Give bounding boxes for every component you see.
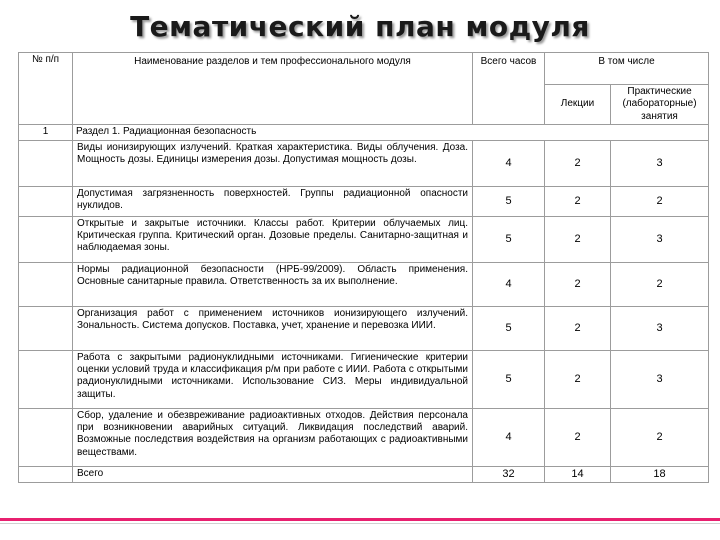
- table-row: [19, 216, 709, 262]
- lectures-value: 2: [545, 306, 611, 350]
- lectures-value: 2: [545, 216, 611, 262]
- table-row: [19, 350, 709, 408]
- topic-text: Сбор, удаление и обезвреживание радиоактивных отходов. Действия персонала при возникновении аварийных ситуаций. Ликвидация последствий аварий. Возможные последствия воздействия на организм работающих с радиоактивными веществами.: [73, 408, 473, 466]
- practical-value: 3: [611, 350, 709, 408]
- total-hours-value: 4: [473, 408, 545, 466]
- lectures-sum: 14: [545, 466, 611, 482]
- lectures-value: 2: [545, 350, 611, 408]
- table-row: [19, 306, 709, 350]
- topic-text: Нормы радиационной безопасности (НРБ-99/2009). Область применения. Основные санитарные правила. Ответственность за их выполнение.: [73, 262, 473, 306]
- page-title: Тематический план модуля: [130, 10, 590, 43]
- topic-text: Открытые и закрытые источники. Классы работ. Критерии облучаемых лиц. Критическая группа. Критический орган. Дозовые пределы. Санитарно-защитная и наблюдаемая зоны.: [73, 216, 473, 262]
- table-row: [19, 140, 709, 186]
- total-hours-value: 4: [473, 140, 545, 186]
- topic-text: Допустимая загрязненность поверхностей. Группы радиационной опасности нуклидов.: [73, 186, 473, 216]
- total-row: [19, 466, 709, 482]
- header-name: Наименование разделов и тем профессионального модуля: [73, 53, 473, 125]
- lectures-value: 2: [545, 408, 611, 466]
- accent-line: [0, 518, 720, 521]
- practical-value: 3: [611, 306, 709, 350]
- practical-sum: 18: [611, 466, 709, 482]
- practical-value: 2: [611, 186, 709, 216]
- header-including: В том числе: [545, 53, 709, 85]
- thematic-plan-table: [18, 52, 709, 483]
- total-hours-value: 5: [473, 306, 545, 350]
- topic-text: Виды ионизирующих излучений. Краткая характеристика. Виды облучения. Доза. Мощность дозы. Единицы измерения дозы. Допустимая мощность дозы.: [73, 140, 473, 186]
- practical-value: 2: [611, 408, 709, 466]
- total-label: Всего: [73, 466, 473, 482]
- total-hours-value: 5: [473, 350, 545, 408]
- topic-text: Работа с закрытыми радионуклидными источниками. Гигиенические критерии оценки условий труда и классификация р/м при работе с ИИИ. Работа с открытыми радионуклидными источниками. Использование СИЗ. Меры индивидуальной защиты.: [73, 350, 473, 408]
- practical-value: 3: [611, 216, 709, 262]
- total-hours-sum: 32: [473, 466, 545, 482]
- total-hours-value: 5: [473, 216, 545, 262]
- total-hours-value: 5: [473, 186, 545, 216]
- header-lectures: Лекции: [545, 85, 611, 125]
- table-row: [19, 186, 709, 216]
- total-hours-value: 4: [473, 262, 545, 306]
- section-num: 1: [19, 125, 73, 140]
- header-total-hours: Всего часов: [473, 53, 545, 125]
- footer-accent-lines: [0, 514, 720, 540]
- table-row: [19, 408, 709, 466]
- lectures-value: 2: [545, 262, 611, 306]
- header-num: № п/п: [19, 53, 73, 125]
- section-title: Раздел 1. Радиационная безопасность: [73, 125, 709, 140]
- lectures-value: 2: [545, 140, 611, 186]
- lectures-value: 2: [545, 186, 611, 216]
- topic-text: Организация работ с применением источников ионизирующего излучений. Зональность. Система допусков. Поставка, учет, хранение и перевозка ИИИ.: [73, 306, 473, 350]
- practical-value: 3: [611, 140, 709, 186]
- header-practical: Практические (лабораторные) занятия: [611, 85, 709, 125]
- divider-line: [0, 523, 720, 524]
- section-row: [19, 125, 709, 140]
- practical-value: 2: [611, 262, 709, 306]
- table-row: [19, 262, 709, 306]
